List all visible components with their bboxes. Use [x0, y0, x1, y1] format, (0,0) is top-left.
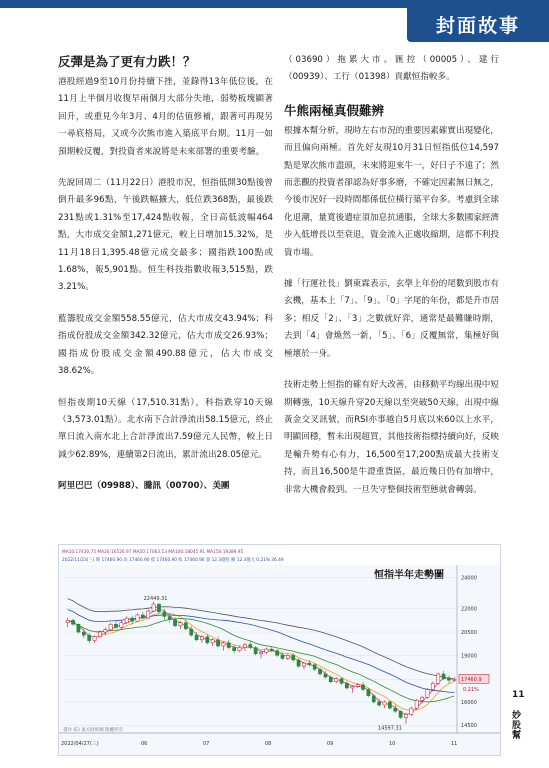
chart-ma-line: [68, 599, 455, 680]
chart-candle: [233, 648, 236, 651]
chart-candle: [265, 649, 268, 652]
chart-candle: [367, 690, 370, 696]
page-number: 11: [512, 690, 525, 700]
chart-candle: [313, 665, 316, 670]
chart-candle: [437, 674, 440, 683]
chart-ma-line: [68, 618, 455, 701]
chart-candle: [318, 669, 321, 674]
chart-candle: [157, 604, 160, 612]
chart-x-tick-label: 07: [203, 741, 210, 747]
chart-candle: [66, 620, 69, 622]
chart-candle: [168, 616, 171, 619]
chart-candle: [109, 624, 112, 629]
chart-y-tick-label: 22000: [461, 606, 477, 613]
chart-y-tick-label: 24000: [461, 575, 477, 582]
chart-candle: [372, 696, 375, 702]
right-paragraph-3: 技術走勢上恒指的確有好大改善，由移動平均線出現中短期轉強，10天線升穿20天線以至突破50天線，出現中線黃金交叉訊號，而RSI亦事越自5月底以來60以上水平，明顯回穩，暫未出現超買，其他技術指標持續向好，反映是輸升勢有心有力，16,500至17,200點成最大技術支持，而且16,500是牛證重貨區，最近幾日仍有加增中，非常大機會殺到。一旦失守整個技術型態就會轉弱。: [284, 380, 499, 495]
chart-candle: [415, 700, 418, 708]
chart-candle: [131, 618, 134, 621]
chart-candle: [200, 637, 203, 640]
chart-candle: [351, 686, 354, 688]
chart-candle: [88, 635, 91, 640]
chart-y-tick-label: 19000: [461, 653, 477, 660]
chart-candle: [98, 632, 101, 637]
chart-candle: [104, 630, 107, 632]
chart-y-tick-label: 16000: [461, 699, 477, 706]
chart-candle: [447, 679, 450, 681]
chart-candle: [399, 711, 402, 717]
right-column: [284, 52, 499, 513]
chart-candle: [308, 663, 311, 665]
chart-candle: [190, 629, 193, 635]
right-intro: （03690）拖累大市。匯控（00005）、建行（00939）、工行（01398）貢獻恒指較多。: [284, 55, 499, 83]
chart-candle: [388, 702, 391, 708]
left-paragraph-2: 先說回周二（11月22日）港股市況，恒指低開30點後曾倒升最多96點，午後跌幅擴大，低位跌368點，最後跌231點或1.31%至17,424點收報，全日高低波幅464點，大市成交金額1,271億元，較上日增加15.32%，是11月18日1,395.48億元成交最多；國指跌100點或1.68%，報5,901點。恒生科技指數收報3,515點，跌3.21%。: [58, 178, 273, 293]
chart-candle: [453, 679, 456, 680]
chart-candle: [286, 655, 289, 658]
right-paragraph-2: 據「行運社長」劉東霖表示，玄學上年份的尾數到股市有玄機，基本上「7」、「9」、「0」字尾的年份，都是升市居多；相反「2」、「3」之數就好弈，通常是最難賺時期，去到「4」會煥然一新，「5」、「6」反覆無常，集極好與極壞於一身。: [284, 279, 499, 359]
chart-candle: [243, 644, 246, 647]
chart-x-tick-label: 08: [265, 741, 272, 747]
chart-candle: [254, 648, 257, 654]
chart-peak-label: 22449.31: [143, 595, 168, 602]
chart-candle: [211, 640, 214, 643]
chart-candle: [335, 679, 338, 682]
chart-candle: [275, 651, 278, 656]
chart-candle: [259, 652, 262, 654]
chart-candle: [394, 708, 397, 711]
chart-candle: [173, 620, 176, 626]
chart-candle: [227, 643, 230, 648]
section-title: 封面故事: [435, 14, 520, 37]
chart-candle: [152, 604, 155, 611]
chart-candle: [420, 697, 423, 700]
chart-candle: [302, 663, 305, 666]
chart-x-tick-label: 10: [389, 741, 396, 747]
hsi-chart-svg: [59, 545, 500, 755]
chart-candle: [163, 612, 166, 617]
chart-candle: [270, 649, 273, 651]
brand-logo: 妙股幫: [510, 710, 520, 740]
chart-candle: [238, 648, 241, 651]
chart-candle: [125, 618, 128, 623]
chart-candle: [206, 637, 209, 643]
chart-candle: [356, 685, 359, 687]
chart-candle: [147, 611, 150, 618]
chart-candle: [93, 637, 96, 641]
chart-x-tick-label: 11: [451, 741, 458, 747]
chart-candle: [297, 660, 300, 666]
chart-candle: [340, 679, 343, 684]
left-column: [58, 52, 273, 510]
chart-title: 恒指半年走勢圖: [374, 570, 444, 581]
chart-footer: 畫作 (E) 東方財經網 版權所有: [63, 728, 124, 733]
chart-candle: [216, 640, 219, 646]
chart-last-value-label: 17460.9: [461, 677, 482, 684]
chart-candle: [383, 702, 386, 705]
chart-candle: [361, 685, 364, 690]
chart-candle: [426, 690, 429, 698]
chart-candle: [120, 623, 123, 628]
chart-info-header: 2022/11/23(三) 開 17460.90 高 17460.90 低 17460.90 收 17460.90 量 12.3億股 額 12.3億元 0.21% 36.49: [62, 558, 284, 563]
chart-candle: [222, 643, 225, 646]
chart-candle: [329, 677, 332, 682]
chart-candle: [442, 674, 445, 679]
chart-ma-line: [68, 609, 455, 714]
chart-candle: [114, 624, 117, 627]
chart-low-label: 14597.31: [377, 725, 402, 732]
left-paragraph-1: 港股經過9至10月份持續下挫，並錄得13年低位後，在11月上半個月收復早兩個月大部分失地，弱勢板塊顯著回升，或重見今年3月、4月的估值修補，跟著可再現另一尋底格局，又或今次熊市進入築底平台期。11月一如預期較反覆，對投資者來說將是未來部署的重要考驗。: [58, 77, 273, 157]
chart-candle: [179, 623, 182, 626]
chart-candle: [141, 615, 144, 618]
chart-candle: [184, 623, 187, 629]
left-paragraph-4: 恒指夜期10天線（17,510.31點），科指跌穿10天線（3,573.01點）。北水南下合計淨流出58.15億元，終止單日流入南水北上合計淨流出7.59億元人民幣，較上日減少62.89%，連續第2日流出，累計流出28.05億元。: [58, 397, 273, 460]
chart-last-change-label: 0.21%: [463, 687, 479, 694]
chart-candle: [281, 655, 284, 658]
chart-candle: [292, 655, 295, 660]
section-banner: [407, 6, 549, 42]
chart-candle: [410, 708, 413, 714]
hsi-chart: [58, 544, 501, 756]
chart-x-tick-label: 09: [327, 741, 334, 747]
chart-x-tick-label: 06: [141, 741, 148, 747]
chart-candle: [378, 702, 381, 705]
chart-candle: [195, 635, 198, 640]
chart-candle: [136, 615, 139, 621]
chart-y-tick-label: 14500: [461, 723, 477, 730]
stocks-line: 阿里巴巴（09988）、騰訊（00700）、美團: [58, 481, 230, 492]
chart-candle: [345, 683, 348, 688]
right-heading: 牛熊兩極真假難辨: [284, 102, 385, 118]
chart-x-tick-label: 2022/04/27(三): [61, 741, 99, 747]
right-paragraph-1: 根據本幫分析，現時左右市況的重要因素確實出現變化，而且偏向兩極。首先好友現10月31日恒指低位14,597點是眾次熊市盡頭，未來將迎來牛一，好日子不遠了；然而悲觀的投資者卻認為好事多磨，不確定因素無日無之，今後市況好一段時間都係低位橫行築平台多。考慮到全球化退潮，量寬後遺症須加息抗通脹，全球大多數國家經濟步入低增長以至衰退，資金流入正處收縮期，這都不利投資市場。: [284, 125, 499, 258]
left-heading: 反彈是為了更有力跌！？: [58, 54, 196, 69]
chart-candle: [71, 620, 74, 624]
chart-candle: [77, 624, 80, 632]
chart-candle: [431, 683, 434, 689]
chart-ma-header: MA10:17430.75 MA20:16526.97 MA50:17063.13 MA100:18045.91 MA150:19389.95: [62, 550, 244, 555]
chart-candle: [324, 674, 327, 677]
chart-y-tick-label: 20500: [461, 630, 477, 637]
left-paragraph-3: 藍籌股成交金額558.55億元，佔大市成交43.94%；科指成份股成交金額342.32億元，佔大市成交26.93%；國指成份股成交金額490.88億元，佔大市成交38.62%。: [58, 313, 273, 377]
chart-candle: [82, 632, 85, 635]
chart-candle: [404, 714, 407, 717]
chart-candle: [249, 644, 252, 647]
